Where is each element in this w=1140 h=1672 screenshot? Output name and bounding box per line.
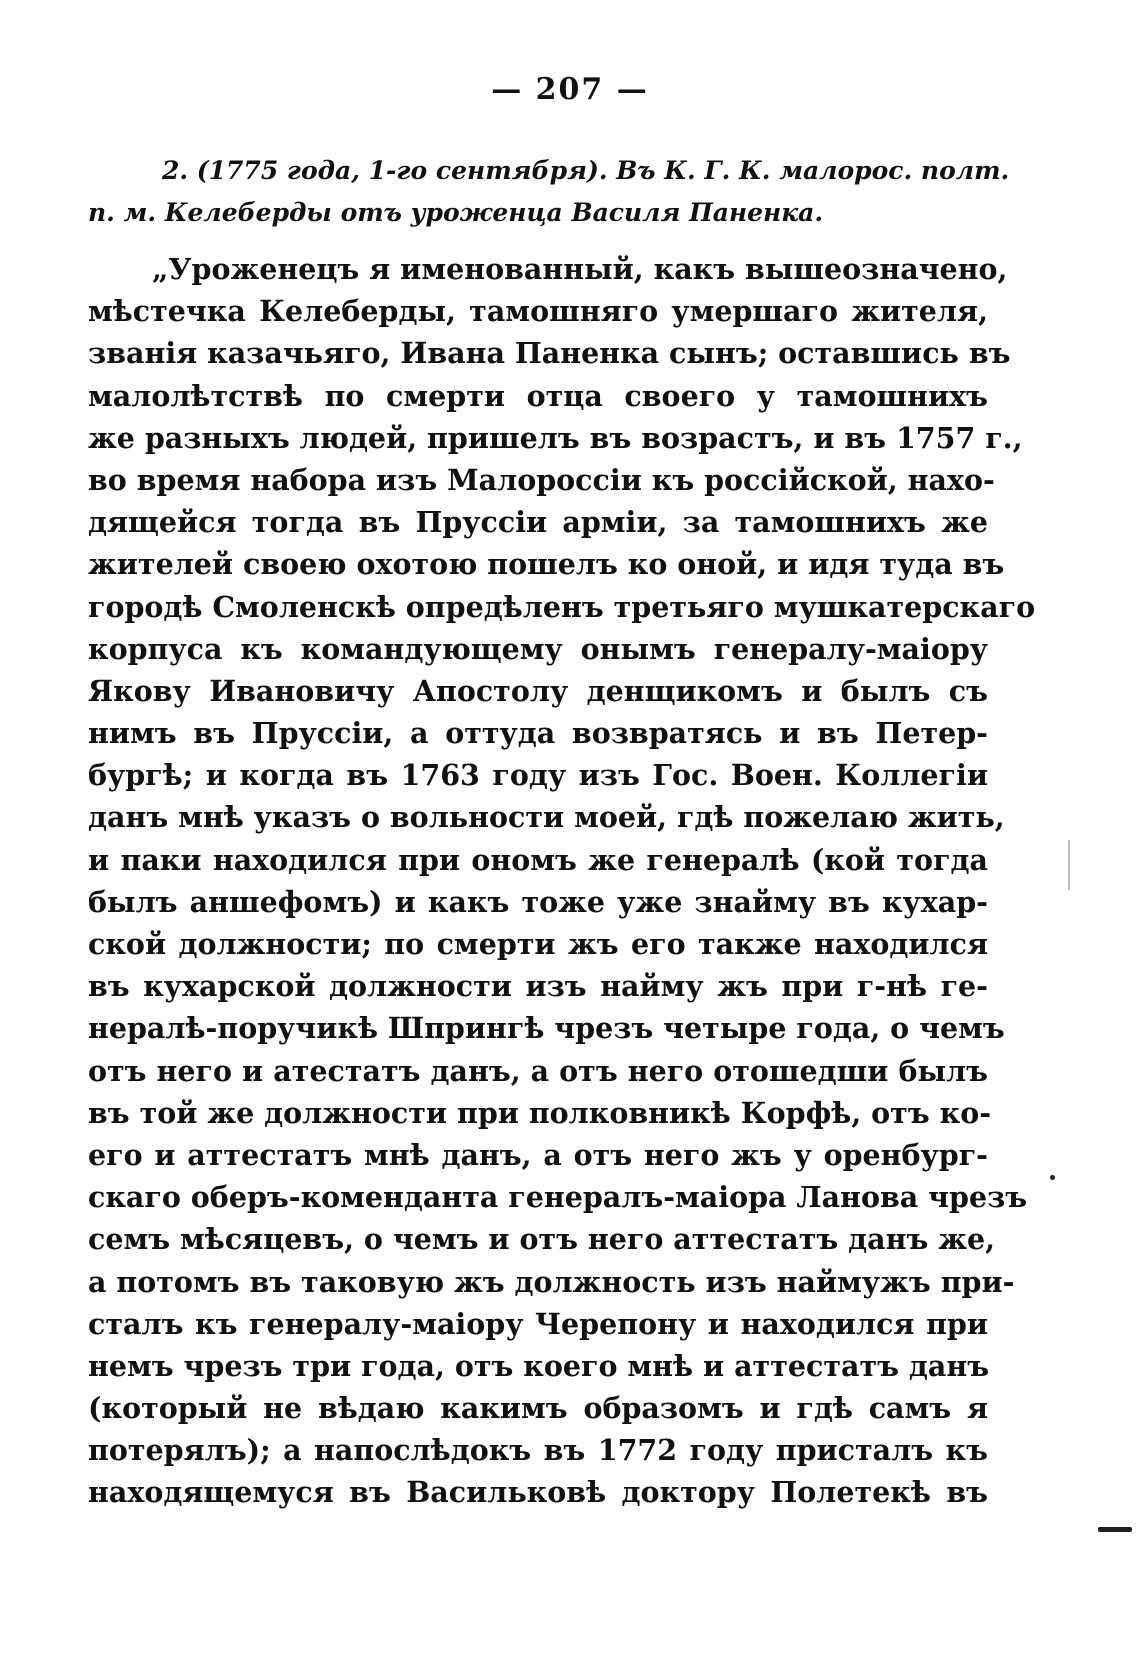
margin-dash-mark [1098, 1527, 1132, 1532]
body-line: Якову Ивановичу Апостолу денщикомъ и былъ съ [88, 673, 988, 708]
body-line: данъ мнѣ указъ о вольности моей, гдѣ пожелаю жить, [88, 800, 1005, 835]
body-line: мѣстечка Келеберды, тамошняго умершаго жителя, [88, 294, 988, 329]
heading-line-2: п. м. Келеберды отъ уроженца Василя Паненка. [88, 198, 824, 227]
body-line: въ той же должности при полковникѣ Корфѣ, отъ ко- [88, 1095, 992, 1130]
margin-dot-mark [1050, 1175, 1055, 1180]
body-line: званія казачьяго, Ивана Паненка сынъ; оставшись въ [88, 336, 1011, 371]
body-line: малолѣтствѣ по смерти отца своего у тамошнихъ [88, 378, 988, 413]
body-line: а потомъ въ таковую жъ должность изъ наймужъ при- [88, 1264, 1015, 1299]
body-line: потерялъ); а напослѣдокъ въ 1772 году присталъ къ [88, 1433, 988, 1468]
body-line: ской должности; по смерти жъ его также находился [88, 927, 988, 961]
body-line: же разныхъ людей, пришелъ въ возрастъ, и въ 1757 г., [88, 420, 1023, 455]
body-line: въ кухарской должности изъ найму жъ при г-нѣ ге- [88, 969, 988, 1004]
body-line: нимъ въ Пруссіи, а оттуда возвратясь и въ Петер- [88, 716, 988, 751]
document-heading [88, 150, 1010, 234]
body-line: (который не вѣдаю какимъ образомъ и гдѣ самъ я [88, 1391, 988, 1426]
body-line: нералѣ-поручикѣ Шпрингѣ чрезъ четыре года, о чемъ [88, 1011, 1005, 1046]
body-line: городѣ Смоленскѣ опредѣленъ третьяго мушкатерскаго [88, 589, 1036, 624]
body-paragraph [88, 248, 1036, 1514]
body-line: немъ чрезъ три года, отъ коего мнѣ и аттестатъ данъ [88, 1348, 990, 1383]
body-line: „Уроженецъ я именованный, какъ вышеозначено, [152, 252, 1008, 286]
body-line: его и аттестатъ мнѣ данъ, а отъ него жъ у оренбург- [88, 1137, 988, 1172]
body-line: во время набора изъ Малороссіи къ россійской, нахо- [88, 462, 995, 497]
body-line: сталъ къ генералу-маіору Черепону и находился при [88, 1306, 988, 1341]
page-number: — 207 — [491, 72, 649, 107]
body-line: скаго оберъ-коменданта генералъ-маіора Ланова чрезъ [88, 1180, 1028, 1215]
body-line: и паки находился при ономъ же генералѣ (кой тогда [88, 842, 988, 877]
body-line: бургѣ; и когда въ 1763 году изъ Гос. Воен. Коллегіи [88, 758, 988, 793]
body-line: дящейся тогда въ Пруссіи арміи, за тамошнихъ же [88, 505, 988, 540]
body-line: былъ аншефомъ) и какъ тоже уже знайму въ кухар- [88, 884, 988, 919]
body-line: отъ него и атестатъ данъ, а отъ него отошедши былъ [88, 1053, 988, 1088]
margin-scan-line [1068, 840, 1070, 890]
body-line: семъ мѣсяцевъ, о чемъ и отъ него аттестатъ данъ же, [88, 1222, 996, 1257]
body-line: жителей своею охотою пошелъ ко оной, и идя туда въ [88, 547, 1005, 582]
heading-line-1: 2. (1775 года, 1-го сентября). Въ К. Г. К. малорос. полт. [162, 156, 1010, 185]
body-line: находящемуся въ Васильковѣ доктору Полетекѣ въ [88, 1475, 988, 1510]
body-line: корпуса къ командующему онымъ генералу-маіору [88, 631, 988, 666]
